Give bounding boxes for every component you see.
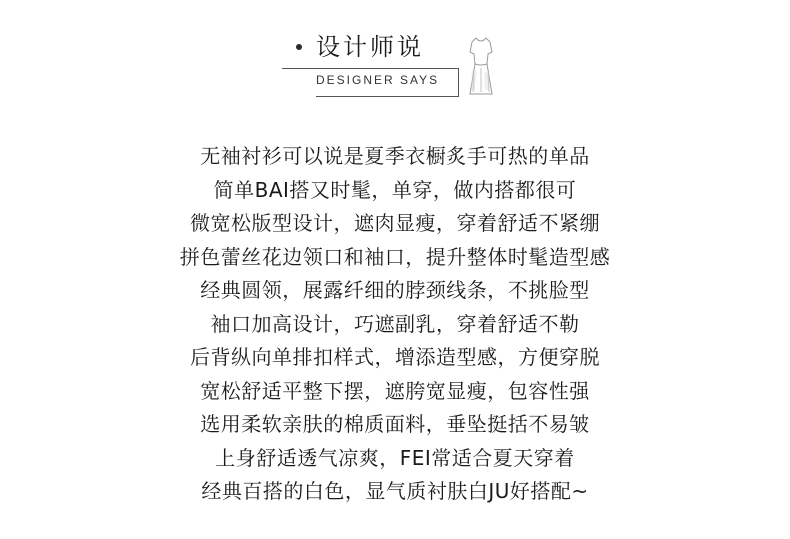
- description-line: 后背纵向单排扣样式，增添造型感，方便穿脱: [190, 345, 600, 369]
- description-text: [0, 140, 790, 509]
- description-line: 宽松舒适平整下摆，遮胯宽显瘦，包容性强: [200, 378, 590, 403]
- description-line: 选用柔软亲肤的棉质面料，垂坠挺括不易皱: [200, 412, 590, 436]
- description-line: 无袖衬衫可以说是夏季衣橱炙手可热的单品: [200, 144, 590, 168]
- description-line: 拼色蕾丝花边领口和袖口，提升整体时髦造型感: [179, 244, 611, 269]
- divider-top: [282, 68, 458, 69]
- divider-vertical: [458, 68, 459, 96]
- description-line: 经典圆领，展露纤细的脖颈线条，不挑脸型: [200, 278, 590, 302]
- designer-says-header: [0, 0, 790, 110]
- description-line: 上身舒适透气凉爽，FEI常适合夏天穿着: [215, 445, 575, 470]
- description-line: 微宽松版型设计，遮肉显瘦，穿着舒适不紧绷: [190, 211, 600, 235]
- dot-icon: [296, 44, 302, 50]
- description-line: 简单BAI搭又时髦，单穿，做内搭都很可: [213, 177, 577, 202]
- title-row: [296, 30, 424, 64]
- section-title: 设计师说: [316, 33, 424, 61]
- divider-bottom: [316, 96, 459, 97]
- description-line: 经典百搭的白色，显气质衬肤白JU好搭配~: [201, 479, 589, 503]
- dress-sketch-icon: [464, 34, 498, 98]
- description-line: 袖口加高设计，巧遮副乳，穿着舒适不勒: [210, 311, 580, 336]
- section-subtitle: DESIGNER SAYS: [316, 73, 440, 87]
